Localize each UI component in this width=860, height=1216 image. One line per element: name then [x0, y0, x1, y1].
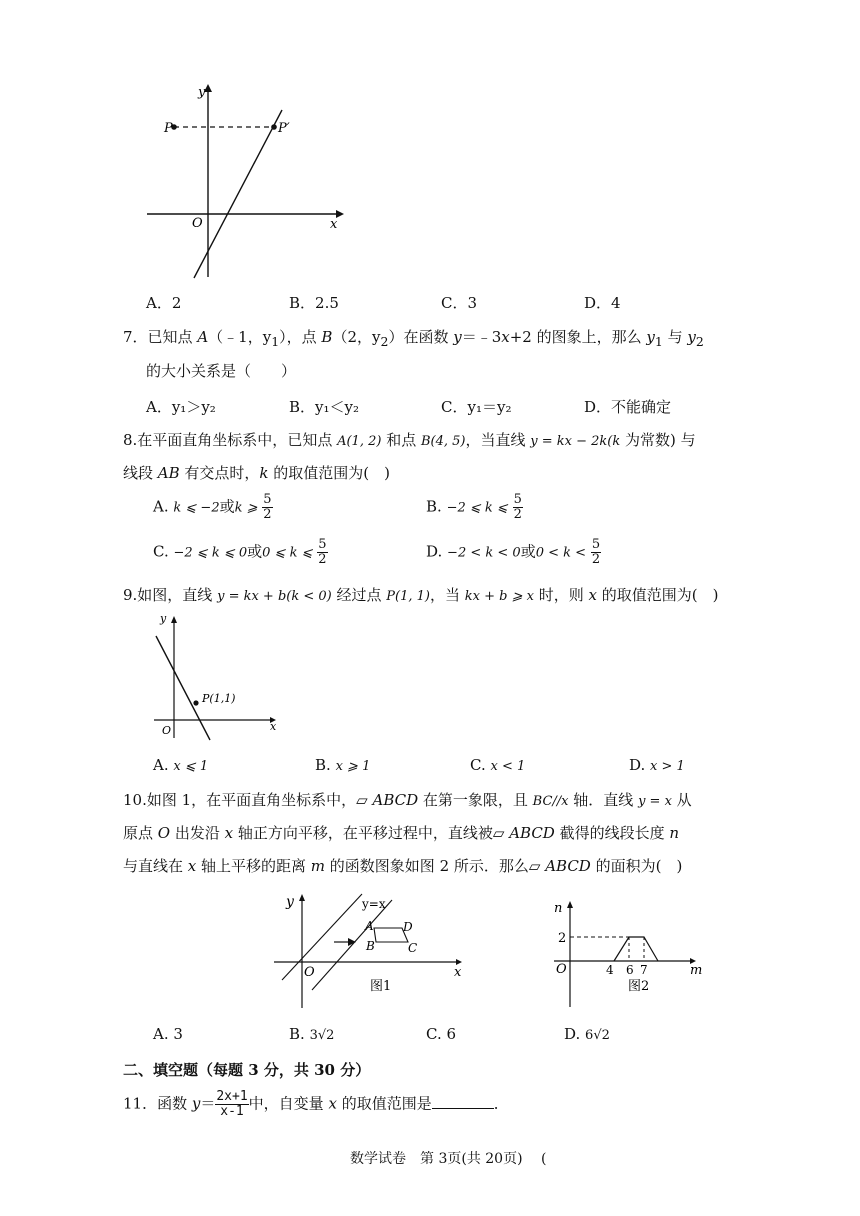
q7-option-d: D．不能确定 — [584, 398, 672, 416]
q10-fig1-b: B — [366, 939, 375, 953]
q6-point-pp-label: P′ — [278, 121, 290, 136]
q6-y-label: y — [198, 85, 206, 100]
q6-figure — [140, 82, 360, 282]
q10-fig1-o: O — [304, 965, 315, 980]
q9-x-label: x — [270, 720, 277, 733]
q9-stem: 9.如图，直线 y = kx + b(k < 0) 经过点 P(1, 1)，当 kx + b ⩾ x 时，则 x 的取值范围为( ) — [123, 586, 719, 604]
q9-figure — [150, 612, 290, 742]
q10-fig2-tick6: 6 — [626, 963, 634, 977]
q10-fig2-o: O — [556, 962, 567, 977]
q8-option-d: D. −2 < k < 0或0 < k < $\frac{5}{2}$ — [426, 537, 601, 567]
q10-stem-line2: 原点 O 出发沿 x 轴正方向平移，在平移过程中，直线被▱ ABCD 截得的线段长度 n — [123, 824, 680, 842]
q10-stem-line1: 10.如图 1，在平面直角坐标系中，▱ ABCD 在第一象限，且 BC//x 轴．直线 y = x 从 — [123, 791, 692, 809]
q11-stem: 11．函数 y＝ $\frac{2x+1}{x-1}$ 中，自变量 x 的取值范围是 ． — [123, 1089, 509, 1119]
q10-fig2-val2: 2 — [558, 931, 567, 946]
q10-fig2-n: n — [554, 901, 563, 916]
q9-option-a: A. x ⩽ 1 — [153, 756, 209, 774]
q10-fig1-line: y=x — [362, 897, 386, 911]
q6-x-label: x — [330, 217, 338, 232]
q6-point-p-label: P — [164, 121, 173, 136]
q9-point-label: P(1,1) — [202, 692, 236, 705]
q9-option-c: C. x < 1 — [470, 756, 526, 774]
q10-option-d: D. 6√2 — [564, 1025, 610, 1043]
q6-option-a: A．2 — [146, 294, 182, 312]
section-2-heading: 二、填空题（每题 3 分，共 30 分） — [123, 1061, 371, 1079]
q7-option-b: B．y₁＜y₂ — [289, 398, 359, 416]
q10-stem-line3: 与直线在 x 轴上平移的距离 m 的函数图象如图 2 所示．那么▱ ABCD 的面积为( ) — [123, 857, 683, 875]
q8-option-a: A. k ⩽ −2或k ⩾ $\frac{5}{2}$ — [153, 492, 272, 522]
q6-option-b: B．2.5 — [289, 294, 339, 312]
q10-fig1-d: D — [403, 920, 413, 934]
q11-answer-blank[interactable] — [432, 1094, 494, 1109]
q10-fig1-a: A — [365, 919, 374, 933]
q10-fig1-caption: 图1 — [370, 979, 392, 994]
q6-origin-label: O — [192, 216, 203, 231]
q9-origin-label: O — [162, 724, 172, 737]
q8-stem-line2: 线段 AB 有交点时，k 的取值范围为( ) — [123, 464, 390, 482]
q7-stem-line2: 的大小关系是（ ） — [146, 362, 297, 380]
q6-option-c: C．3 — [441, 294, 478, 312]
q10-fig1-c: C — [408, 941, 418, 955]
q10-fig1-x: x — [454, 965, 462, 980]
q9-y-label: y — [160, 612, 167, 625]
q10-option-b: B. 3√2 — [289, 1025, 335, 1043]
q8-option-c: C. −2 ⩽ k ⩽ 0或0 ⩽ k ⩽ $\frac{5}{2}$ — [153, 537, 327, 567]
q7-option-a: A．y₁＞y₂ — [146, 398, 216, 416]
q10-option-c: C. 6 — [426, 1025, 457, 1043]
q10-fig2-tick4: 4 — [606, 963, 614, 977]
q10-fig1-y: y — [286, 894, 294, 910]
q10-option-a: A. 3 — [153, 1025, 183, 1043]
q10-figure-2 — [550, 895, 720, 1025]
q10-fig2-m: m — [690, 963, 703, 978]
q9-option-d: D. x > 1 — [629, 756, 685, 774]
q9-option-b: B. x ⩾ 1 — [315, 756, 371, 774]
page-footer: 数学试卷 第 3页(共 20页) ( — [350, 1151, 547, 1167]
q10-fig2-caption: 图2 — [628, 979, 650, 994]
q7-option-c: C．y₁＝y₂ — [441, 398, 512, 416]
q10-figure-1 — [272, 890, 472, 1020]
q7-stem-line1: 7．已知点 A（﹣1，$y_1$），点 B（2，$y_2$）在函数 y＝﹣3x+2 的图象上，那么 $y_1$ 与 $y_2$ — [123, 328, 704, 349]
q8-option-b: B. −2 ⩽ k ⩽ $\frac{5}{2}$ — [426, 492, 522, 522]
q6-option-d: D．4 — [584, 294, 621, 312]
q10-fig2-tick7: 7 — [640, 963, 648, 977]
q8-stem-line1: 8.在平面直角坐标系中，已知点 A(1, 2) 和点 B(4, 5)，当直线 y = kx − 2k(k 为常数) 与 — [123, 431, 696, 449]
